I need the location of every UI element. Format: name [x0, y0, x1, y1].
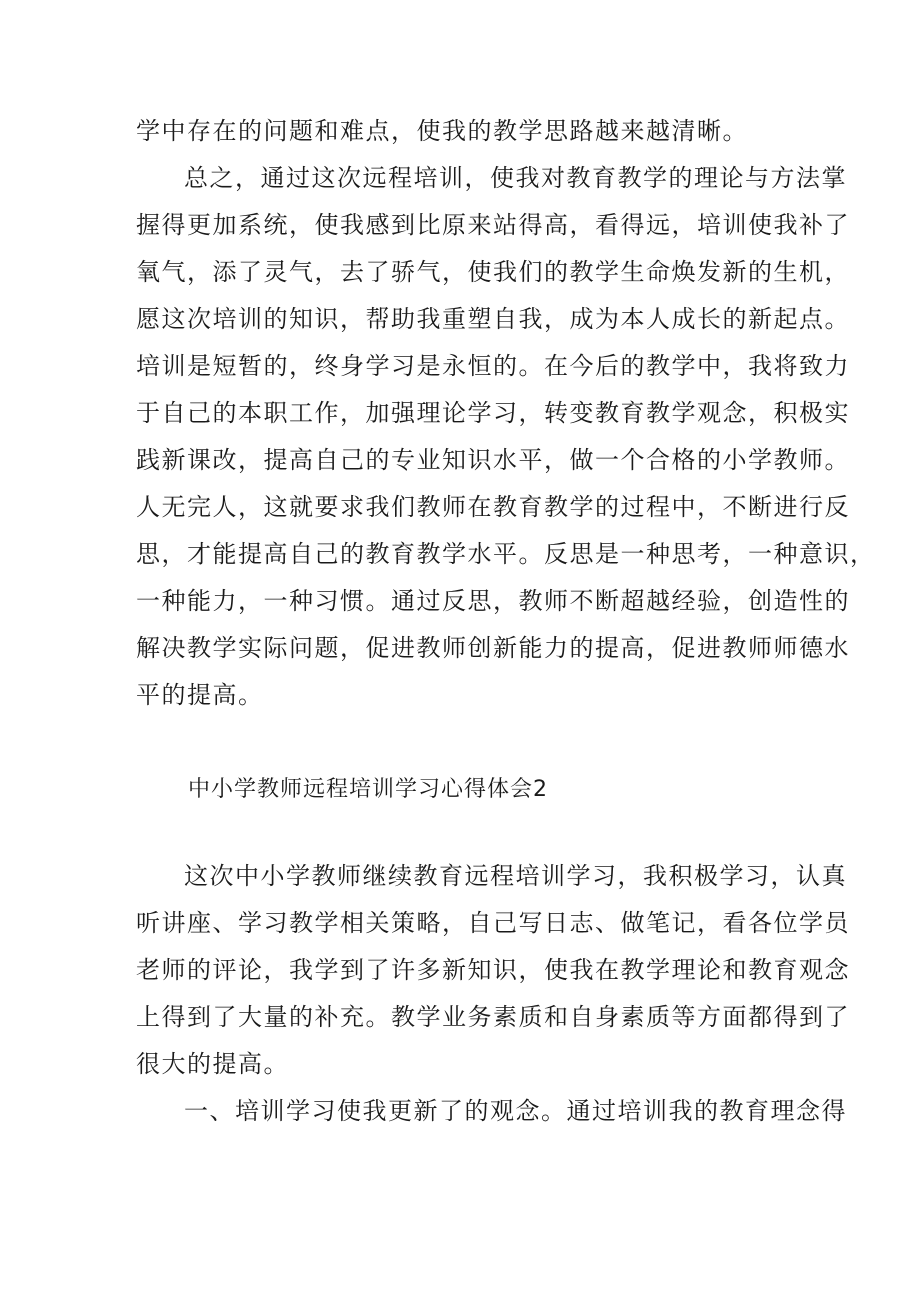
- document-body: [136, 108, 876, 1135]
- paragraph-line: 人无完人，这就要求我们教师在教育教学的过程中，不断进行反: [136, 493, 850, 521]
- section-heading: 中小学教师远程培训学习心得体会2: [188, 777, 548, 802]
- paragraph-line: 一、培训学习使我更新了的观念。通过培训我的教育理念得: [184, 1097, 847, 1125]
- paragraph-line: 思，才能提高自己的教育教学水平。反思是一种思考，一种意识，: [136, 540, 876, 568]
- paragraph-line: 上得到了大量的补充。教学业务素质和自身素质等方面都得到了: [136, 1003, 850, 1031]
- paragraph-line: 老师的评论，我学到了许多新知识，使我在教学理论和教育观念: [136, 956, 850, 984]
- paragraph-line: 总之，通过这次远程培训，使我对教育教学的理论与方法掌: [184, 164, 847, 192]
- paragraph-line: 听讲座、学习教学相关策略，自己写日志、做笔记，看各位学员: [136, 909, 850, 937]
- paragraph-line: 践新课改，提高自己的专业知识水平，做一个合格的小学教师。: [136, 446, 850, 474]
- spacer: [136, 813, 798, 853]
- paragraph-line: 一种能力，一种习惯。通过反思，教师不断超越经验，创造性的: [136, 587, 850, 615]
- paragraph-line: 这次中小学教师继续教育远程培训学习，我积极学习，认真: [184, 862, 847, 890]
- paragraph-line: 握得更加系统，使我感到比原来站得高，看得远，培训使我补了: [136, 211, 850, 239]
- paragraph-line: 愿这次培训的知识，帮助我重塑自我，成为本人成长的新起点。: [136, 305, 850, 333]
- paragraph-line: 解决教学实际问题，促进教师创新能力的提高，促进教师师德水: [136, 634, 850, 662]
- paragraph-line: 很大的提高。: [136, 1050, 289, 1078]
- paragraph-line: 氧气，添了灵气，去了骄气，使我们的教学生命焕发新的生机，: [136, 258, 850, 286]
- spacer: [136, 719, 798, 766]
- paragraph-line: 学中存在的问题和难点，使我的教学思路越来越清晰。: [136, 117, 748, 145]
- paragraph-line: 培训是短暂的，终身学习是永恒的。在今后的教学中，我将致力: [136, 352, 850, 380]
- paragraph-line: 于自己的本职工作，加强理论学习，转变教育教学观念，积极实: [136, 399, 850, 427]
- paragraph-line: 平的提高。: [136, 681, 264, 709]
